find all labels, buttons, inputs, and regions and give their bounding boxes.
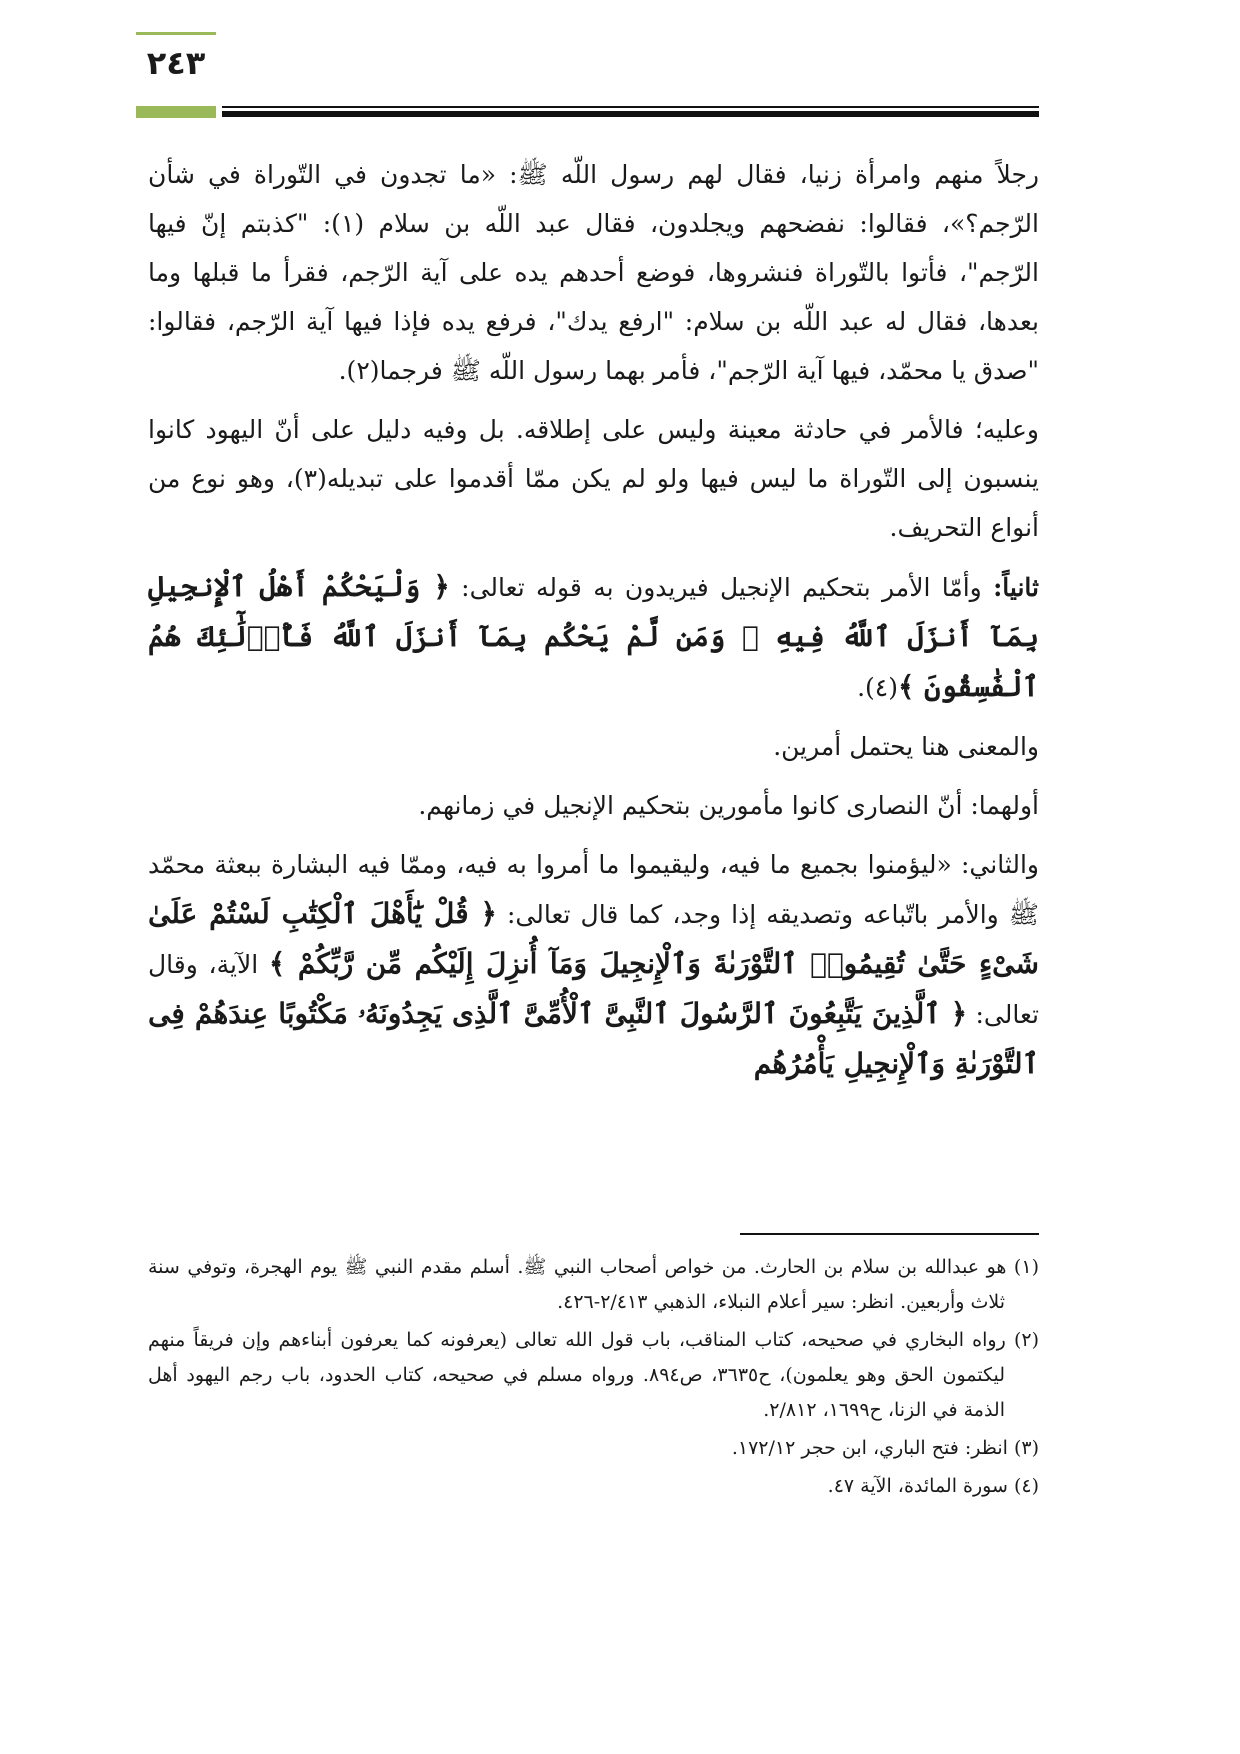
main-text: [148, 150, 1039, 1089]
footnote-1: (١) هو عبدالله بن سلام بن الحارث. من خواص أصحاب النبي ﷺ. أسلم مقدم النبي ﷺ يوم الهجرة، وتوفي سنة ثلاث وأربعين. انظر: سير أعلام النبلاء، الذهبي ٢/٤١٣-٤٢٦.: [148, 1256, 1039, 1313]
paragraph-2: [148, 405, 1039, 552]
footnote-4: (٤) سورة المائدة، الآية ٤٧.: [827, 1475, 1039, 1497]
paragraph-3: [148, 562, 1039, 712]
paragraph-4: والمعنى هنا يحتمل أمرين.: [773, 732, 1039, 761]
paragraph-1: رجلاً منهم وامرأة زنيا، فقال لهم رسول اللّه ﷺ: «ما تجدون في التّوراة في شأن الرّجم؟»، فقالوا: نفضحهم ويجلدون، فقال عبد اللّه بن سلام (١): "كذبتم إنّ فيها الرّجم"، فأتوا بالتّوراة فنشروها، فوضع أحدهم يده على آية الرّجم، فقرأ ما قبلها وما بعدها، فقال له عبد اللّه بن سلام: "ارفع يدك"، فرفع يده فإذا فيها آية الرّجم، فقالوا: "صدق يا محمّد، فيها آية الرّجم"، فأمر بهما رسول اللّه ﷺ فرجما(٢).: [148, 160, 1039, 385]
paragraph-2-text: وعليه؛ فالأمر في حادثة معينة وليس على إطلاقه. بل وفيه دليل على أنّ اليهود كانوا ينسبون إلى التّوراة ما ليس فيها ولو لم يكن ممّا أقدموا على تبديله(٣)، وهو نوع من أنواع التحريف.: [148, 415, 1039, 542]
paragraph-3-lead: ثانياً:: [993, 573, 1040, 602]
header-rule-thick: [222, 111, 1039, 117]
footnotes: [148, 1250, 1039, 1507]
paragraph-5: أولهما: أنّ النصارى كانوا مأمورين بتحكيم الإنجيل في زمانهم.: [418, 791, 1039, 820]
header-accent-bar: [136, 106, 216, 118]
paragraph-3-text: وأمّا الأمر بتحكيم الإنجيل فيريدون به قوله تعالى:: [461, 573, 982, 602]
header-rule: [222, 106, 1039, 108]
footnote-separator: [740, 1233, 1039, 1235]
quran-verse-3: ﴿ ٱلَّذِينَ يَتَّبِعُونَ ٱلرَّسُولَ ٱلنَّبِىَّ ٱلْأُمِّىَّ ٱلَّذِى يَجِدُونَهُۥ مَكْتُوبًا عِندَهُمْ فِى ٱلتَّوْرَىٰةِ وَٱلْإِنجِيلِ يَأْمُرُهُم: [148, 997, 1039, 1080]
footnote-3: (٣) انظر: فتح الباري، ابن حجر ١٧٢/١٢.: [731, 1437, 1039, 1459]
quran-verse-2: ﴿ قُلْ يَٰٓأَهْلَ ٱلْكِتَٰبِ لَسْتُمْ عَلَىٰ شَىْءٍ حَتَّىٰ تُقِيمُوا۟ ٱلتَّوْرَىٰةَ وَٱلْإِنجِيلَ وَمَآ أُنزِلَ إِلَيْكُم مِّن رَّبِّكُمْ ﴾: [148, 897, 1039, 980]
paragraph-6: [148, 840, 1039, 1089]
page-number: ٢٤٣: [146, 44, 206, 82]
footnote-2: (٢) رواه البخاري في صحيحه، كتاب المناقب، باب قول الله تعالى (يعرفونه كما يعرفون أبناءهم وإن فريقاً منهم ليكتمون الحق وهو يعلمون)، ح٣٦٣٥، ص٨٩٤. ورواه مسلم في صحيحه، كتاب الحدود، باب رجم اليهود أهل الذمة في الزنا، ح١٦٩٩، ٢/٨١٢.: [148, 1329, 1039, 1421]
paragraph-6-text-1: والثاني: «ليؤمنوا بجميع ما فيه، وليقيموا ما أمروا به فيه، وممّا فيه البشارة ببعثة محمّد ﷺ والأمر باتّباعه وتصديقه إذا وجد، كما قال تعالى:: [148, 850, 1039, 929]
header-accent-line: [136, 32, 216, 35]
footnote-ref-4: (٤).: [857, 673, 898, 702]
paragraph-6-text-2: الآية، وقال تعالى:: [148, 950, 1039, 1029]
quran-verse-1: ﴿ وَلْيَحْكُمْ أَهْلُ ٱلْإِنجِيلِ بِمَآ أَنزَلَ ٱللَّهُ فِيهِ ۚ وَمَن لَّمْ يَحْكُم بِمَآ أَنزَلَ ٱللَّهُ فَأُو۟لَٰٓئِكَ هُمُ ٱلْفَٰسِقُونَ ﴾: [148, 570, 1039, 703]
